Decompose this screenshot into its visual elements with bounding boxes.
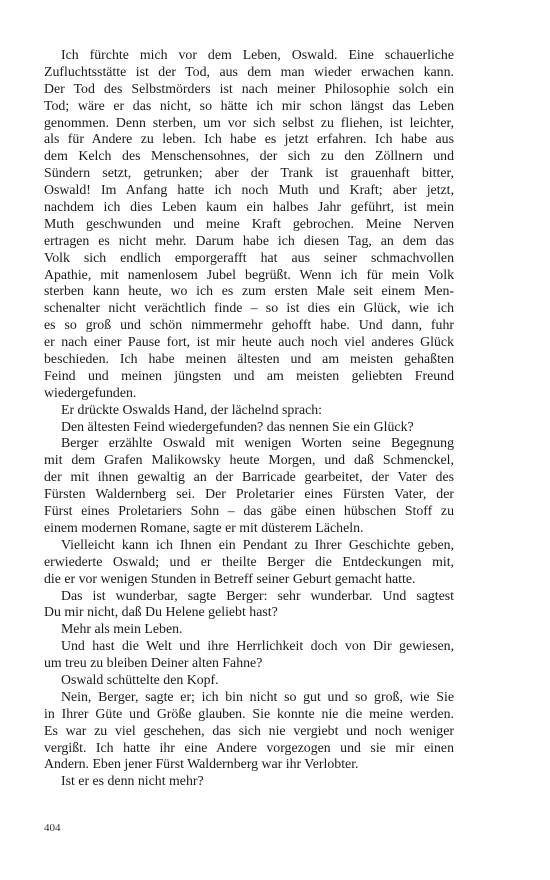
text-line: Ist er es denn nicht mehr? [61,773,204,789]
paragraph [44,773,454,790]
text-line: Nein, Berger, sagte er; ich bin nicht so gut und so groß, wie Sie [61,688,454,704]
text-line: ertragen es nicht mehr. Darum habe ich diesen Tag, an dem das [44,232,454,248]
paragraph [44,435,454,536]
paragraph [44,47,454,402]
text-line: Volk sich endlich emporgerafft hat aus seiner schmachvollen [44,249,454,265]
paragraph [44,621,454,638]
text-line: beschieden. Ich habe meinen ältesten und am meisten gehaßten [44,351,454,367]
text-line: Fürsten Waldernberg sei. Der Proletarier eines Fürsten Vater, der [44,486,454,502]
text-line: Zufluchtsstätte ist der Tod, aus dem man wieder erwachen kann. [44,63,454,79]
paragraph [44,537,454,588]
text-line: als für Andere zu leben. Ich habe es jetzt erfahren. Ich habe aus [44,131,454,147]
text-line: der mit ihnen gewaltig an der Barricade gearbeitet, der Vater des [44,469,454,485]
text-line: Sündern setzt, getrunken; aber der Trank ist grauenhaft bitter, [44,165,454,181]
text-line: dem Kelch des Menschensohnes, der sich zu den Zöllnern und [44,148,454,164]
text-line: Feind und meinen jüngsten und am meisten geliebten Freund [44,367,454,383]
text-line: mit dem Grafen Malikowsky heute Morgen, und daß Schmenckel, [44,452,454,468]
text-line: Mehr als mein Leben. [61,621,183,637]
text-line: Fürst eines Proletariers Sohn – das gäbe einen hübschen Stoff zu [44,503,454,519]
text-line: schenalter nicht verächtlich finde – so ist dies ein Glück, wie ich [44,300,454,316]
paragraph [44,689,454,773]
paragraph [44,672,454,689]
text-line: in Ihrer Güte und Größe glauben. Sie konnte nie die meine werden. [44,705,454,721]
paragraph [44,638,454,672]
text-line: Du mir nicht, daß Du Helene geliebt hast? [44,604,278,620]
text-line: erwiederte Oswald; und er theilte Berger die Entdeckungen mit, [44,553,454,569]
text-line: die er vor wenigen Stunden in Betreff seiner Geburt gemacht hatte. [44,570,416,586]
text-line: Muth geschwunden und meine Kraft gebrochen. Meine Nerven [44,215,454,231]
page-text [44,47,454,790]
text-line: Der Tod des Selbstmörders ist nach meiner Philosophie solch ein [44,80,454,96]
text-line: es so groß und schön nimmermehr gehofft habe. Und dann, fuhr [44,317,454,333]
text-line: einem modernen Romane, sagte er mit düsterem Lächeln. [44,519,364,535]
text-line: Oswald! Im Anfang hatte ich noch Muth und Kraft; aber jetzt, [44,182,454,198]
text-line: genommen. Denn sterben, um vor sich selbst zu fliehen, ist leichter, [44,114,454,130]
text-line: Andern. Eben jener Fürst Waldernberg war ihr Verlobter. [44,756,359,772]
paragraph [44,588,454,622]
text-line: Es war zu viel geschehen, das sich nie vergiebt und noch weniger [44,722,454,738]
text-line: Und hast die Welt und ihre Herrlichkeit doch von Dir gewiesen, [61,638,454,654]
text-line: Vielleicht kann ich Ihnen ein Pendant zu Ihrer Geschichte geben, [61,536,454,552]
text-line: vergißt. Ich hatte ihr eine Andere vorgezogen und sie mir einen [44,739,454,755]
text-line: Er drückte Oswalds Hand, der lächelnd sprach: [61,401,323,417]
text-line: sterben kann heute, wo ich es zum ersten Male seit einem Men- [44,283,454,299]
text-line: Das ist wunderbar, sagte Berger: sehr wunderbar. Und sagtest [61,587,454,603]
text-line: Apathie, mit namenlosem Jubel begrüßt. Wenn ich für mein Volk [44,266,454,282]
text-line: Tod; wäre er das nicht, so hätte ich mir schon längst das Leben [44,97,454,113]
text-line: um treu zu bleiben Deiner alten Fahne? [44,655,263,671]
text-line: Oswald schüttelte den Kopf. [61,671,219,687]
text-line: er nach einer Pause fort, ist mir heute auch noch viel anderes Glück [44,334,454,350]
text-line: wiedergefunden. [44,384,137,400]
paragraph [44,402,454,419]
text-line: Berger erzählte Oswald mit wenigen Worten seine Begegnung [61,435,454,451]
paragraph [44,419,454,436]
text-line: nachdem ich dies Leben kaum ein halbes Jahr geführt, ist mein [44,199,454,215]
page-number: 404 [44,822,61,834]
text-line: Ich fürchte mich vor dem Leben, Oswald. Eine schauerliche [61,47,454,62]
text-line: Den ältesten Feind wiedergefunden? das nennen Sie ein Glück? [61,418,414,434]
